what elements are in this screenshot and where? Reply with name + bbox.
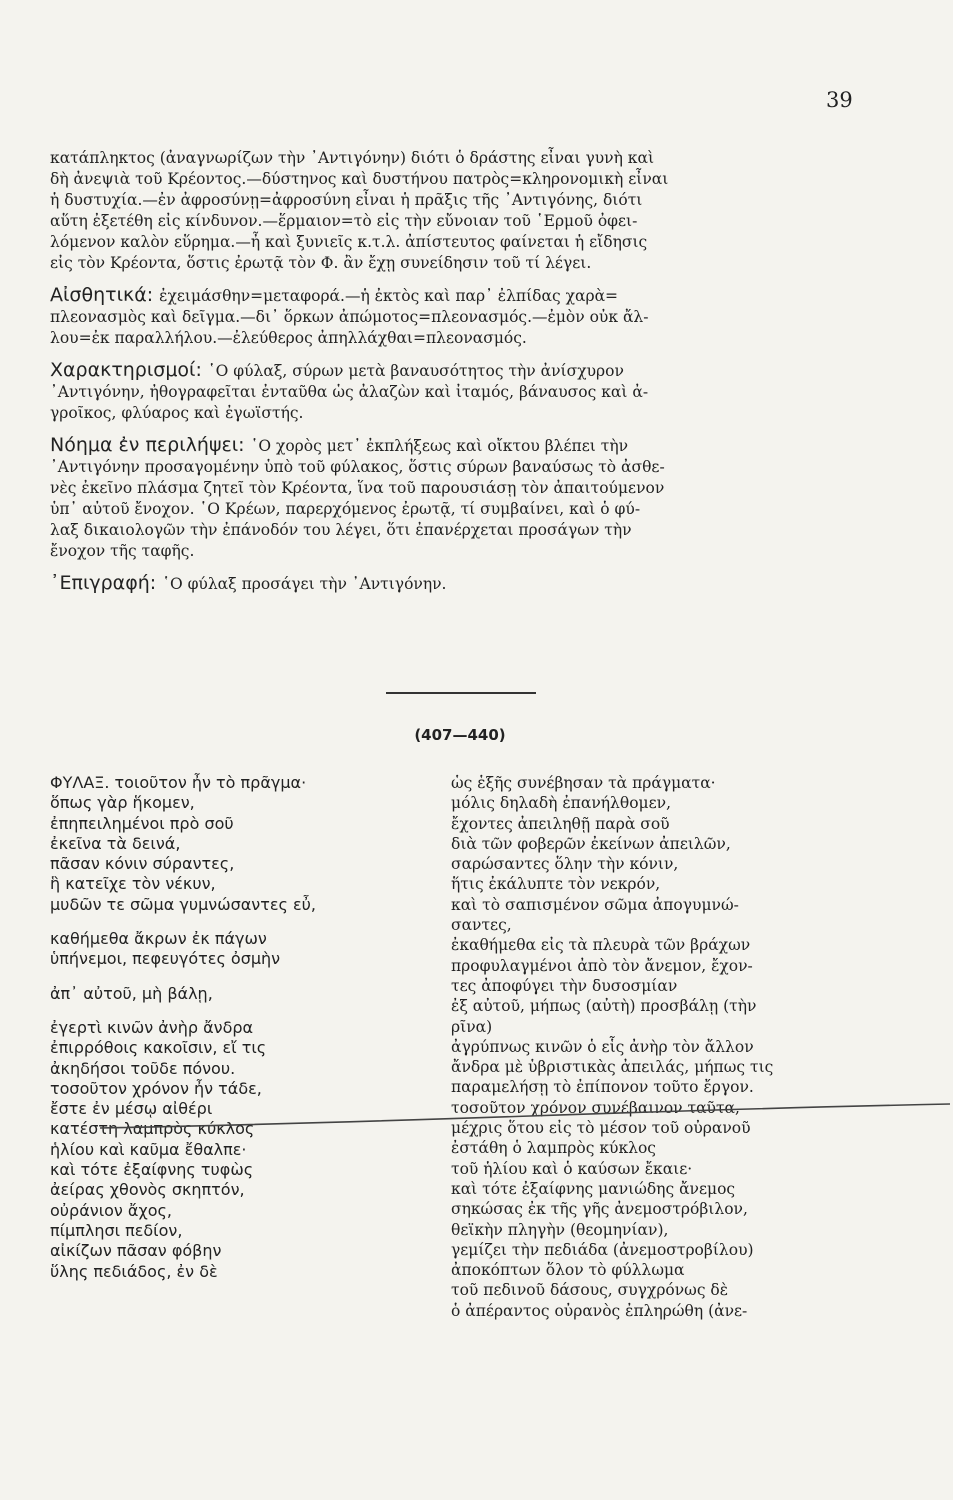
greek-verse-line: καθήμεθα ἄκρων ἐκ πάγων	[50, 929, 267, 949]
translation-line: καὶ τότε ἐξαίφνης μανιώδης ἄνεμος	[451, 1179, 736, 1198]
text-line: ᾿Αντιγόνην, ἠθογραφεῖται ἐνταῦθα ὡς ἀλαζὼν καὶ ἰταμός, βάναυσος καὶ ἀ-	[50, 383, 649, 401]
text-line: πλεονασμὸς καὶ δεῖγμα.—δι᾿ ὅρκων ἀπώμοτος=πλεονασμός.—ἐμὸν οὐκ ἄλ-	[50, 308, 649, 326]
translation-line: ἔχοντες ἀπειληθῇ παρὰ σοῦ	[451, 814, 670, 833]
translation-line: ὁ ἀπέραντος οὐρανὸς ἐπληρώθη (ἀνε-	[451, 1301, 748, 1320]
greek-verse-line: ἔστε ἐν μέσῳ αἰθέρι	[50, 1099, 213, 1119]
greek-verse-line: μυδῶν τε σῶμα γυμνώσαντες εὖ,	[50, 894, 316, 914]
text-line: αὕτη ἐξετέθη εἰς κίνδυνον.—ἕρμαιον=τὸ εἰς τὴν εὔνοιαν τοῦ ῾Ερμοῦ ὀφει-	[50, 212, 638, 230]
translation-line: ἐξ αὐτοῦ, μήπως (αὐτὴ) προσβάλῃ (τὴν	[451, 997, 757, 1016]
greek-verse-line: οὐράνιον ἄχος,	[50, 1200, 172, 1220]
translation-line: καὶ τὸ σαπισμένον σῶμα ἀπογυμνώ-	[451, 895, 739, 914]
greek-verse-line: ἐκεῖνα τὰ δεινά,	[50, 833, 181, 853]
translation-line: τοσοῦτον χρόνον συνέβαινον ταῦτα,	[451, 1098, 740, 1117]
text-line: ὑπ᾿ αὐτοῦ ἔνοχον. ῾Ο Κρέων, παρερχόμενος ἐρωτᾷ, τί συμβαίνει, καὶ ὁ φύ-	[50, 500, 641, 518]
text-line: λόμενον καλὸν εὕρημα.—ἦ καὶ ξυνιεῖς κ.τ.λ. ἀπίστευτος φαίνεται ἡ εἴδησις	[50, 233, 648, 251]
translation-line: ἐστάθη ὁ λαμπρὸς κύκλος	[451, 1139, 656, 1158]
text-line: νὲς ἐκεῖνο πλάσμα ζητεῖ τὸν Κρέοντα, ἵνα τοῦ παρουσιάσῃ τὸν ἀπαιτούμενον	[50, 479, 665, 497]
greek-verse-line	[50, 970, 440, 984]
greek-verse-line	[50, 1004, 440, 1018]
greek-verse-line: ὕλης πεδιάδος, ἐν δὲ	[50, 1261, 218, 1281]
text-line: λου=ἐκ παραλλήλου.—ἐλεύθερος ἀπηλλάχθαι=πλεονασμός.	[50, 329, 527, 347]
title-heading: ᾿Επιγραφή:	[50, 572, 157, 594]
translation-line: ἐκαθήμεθα εἰς τὰ πλευρὰ τῶν βράχων	[451, 936, 751, 955]
translation-line: τοῦ ἡλίου καὶ ὁ καύσων ἔκαιε·	[451, 1159, 693, 1178]
translation-line: μόλις δηλαδὴ ἐπανήλθομεν,	[451, 794, 671, 813]
verse-range: (407—440)	[414, 726, 506, 744]
greek-verse-line: ἐπηπειλημένοι πρὸ σοῦ	[50, 813, 234, 833]
translation-line: ὡς ἑξῆς συνέβησαν τὰ πράγματα·	[451, 774, 716, 792]
text-line: ῾Ο φύλαξ, σύρων μετὰ βαναυσότητος τὴν ἀνίσχυρον	[207, 362, 624, 380]
commentary-notes	[50, 148, 880, 606]
translation-line: σαρώσαντες ὅλην τὴν κόνιν,	[451, 855, 679, 874]
translation-line: μέχρις ὅτου εἰς τὸ μέσον τοῦ οὐρανοῦ	[451, 1119, 751, 1138]
translation-line: τοῦ πεδινοῦ δάσους, συγχρόνως δὲ	[451, 1281, 729, 1300]
greek-verse-line: ἡλίου καὶ καῦμα ἔθαλπε·	[50, 1139, 247, 1159]
summary-heading: Νόημα ἐν περιλήψει:	[50, 434, 245, 456]
character-heading: Χαρακτηρισμοί:	[50, 359, 202, 381]
translation-line: ρῖνα)	[451, 1017, 493, 1036]
greek-verse-line: αἰκίζων πᾶσαν φόβην	[50, 1241, 222, 1261]
text-line: ἐχειμάσθην=μεταφορά.—ἡ ἐκτὸς καὶ παρ᾿ ἐλπίδας χαρὰ=	[159, 287, 619, 305]
translation-column	[451, 773, 891, 1321]
title-text: ῾Ο φύλαξ προσάγει τὴν ᾿Αντιγόνην.	[162, 575, 447, 593]
translation-line: ἀγρύπνως κινῶν ὁ εἷς ἀνὴρ τὸν ἄλλον	[451, 1037, 754, 1056]
translation-line: ἥτις ἐκάλυπτε τὸν νεκρόν,	[451, 875, 661, 894]
greek-verse-line: τοσοῦτον χρόνον ἦν τάδε,	[50, 1078, 262, 1098]
greek-text-column	[50, 773, 440, 1282]
translation-line: διὰ τῶν φοβερῶν ἐκείνων ἀπειλῶν,	[451, 834, 731, 853]
aesthetic-heading: Αἰσθητικά:	[50, 284, 154, 306]
text-line: ῾Ο χορὸς μετ᾿ ἐκπλήξεως καὶ οἴκτου βλέπει τὴν	[250, 437, 629, 455]
greek-verse-line: ἣ κατεῖχε τὸν νέκυν,	[50, 874, 216, 894]
greek-verse-line: ἀπ᾿ αὐτοῦ, μὴ βάλῃ,	[50, 983, 213, 1003]
greek-verse-line: ἐγερτὶ κινῶν ἀνὴρ ἄνδρα	[50, 1017, 254, 1037]
greek-verse-line: ὅπως γὰρ ἥκομεν,	[50, 793, 195, 813]
page-fold-mark	[100, 1100, 950, 1140]
title-paragraph	[50, 573, 880, 595]
text-line: ἔνοχον τῆς ταφῆς.	[50, 542, 195, 560]
character-paragraph	[50, 360, 880, 424]
aesthetic-paragraph	[50, 285, 880, 349]
greek-verse-line: ἀείρας χθονὸς σκηπτόν,	[50, 1180, 245, 1200]
greek-verse-line: πᾶσαν κόνιν σύραντες,	[50, 854, 235, 874]
greek-verse-line: ὑπήνεμοι, πεφευγότες ὀσμὴν	[50, 949, 281, 969]
text-line: δὴ ἀνεψιὰ τοῦ Κρέοντος.—δύστηνος καὶ δυστήνου πατρὸς=κληρονομικὴ εἶναι	[50, 170, 669, 188]
greek-verse-line: ἐπιρρόθοις κακοῖσιν, εἴ τις	[50, 1038, 267, 1058]
intro-paragraph	[50, 148, 880, 274]
greek-verse-line: κατέστη λαμπρὸς κύκλος	[50, 1119, 255, 1139]
text-line: εἰς τὸν Κρέοντα, ὅστις ἐρωτᾷ τὸν Φ. ἂν ἔχῃ συνείδησιν τοῦ τί λέγει.	[50, 254, 592, 272]
text-line: ᾿Αντιγόνην προσαγομένην ὑπὸ τοῦ φύλακος, ὅστις σύρων βαναύσως τὸ ἀσθε-	[50, 458, 665, 476]
translation-line: τες ἀποφύγει τὴν δυσοσμίαν	[451, 976, 678, 995]
translation-line: γεμίζει τὴν πεδιάδα (ἀνεμοστροβίλου)	[451, 1240, 754, 1259]
greek-verse-line	[50, 915, 440, 929]
text-line: κατάπληκτος (ἀναγνωρίζων τὴν ᾿Αντιγόνην) διότι ὁ δράστης εἶναι γυνὴ καὶ	[50, 149, 655, 167]
translation-line: παραμελήσῃ τὸ ἐπίπονον τοῦτο ἔργον.	[451, 1078, 754, 1097]
greek-verse-line: καὶ τότε ἐξαίφνης τυφὼς	[50, 1160, 254, 1180]
text-line: λαξ δικαιολογῶν τὴν ἐπάνοδόν του λέγει, ὅτι ἐπανέρχεται προσάγων τὴν	[50, 521, 632, 539]
text-line: γροῖκος, φλύαρος καὶ ἐγωϊστής.	[50, 404, 304, 422]
translation-line: προφυλαγμένοι ἀπὸ τὸν ἄνεμον, ἔχον-	[451, 956, 753, 975]
page-number: 39	[826, 88, 853, 112]
translation-line: ἀποκόπτων ὅλον τὸ φύλλωμα	[451, 1261, 685, 1280]
translation-line: θεϊκὴν πληγὴν (θεομηνίαν),	[451, 1220, 669, 1239]
text-line: ἡ δυστυχία.—ἐν ἀφροσύνῃ=ἀφροσύνη εἶναι ἡ πρᾶξις τῆς ᾿Αντιγόνης, διότι	[50, 191, 643, 209]
section-divider	[386, 692, 536, 694]
greek-verse-line: πίμπλησι πεδίον,	[50, 1220, 183, 1240]
greek-verse-line: ΦΥΛΑΞ. τοιοῦτον ἦν τὸ πρᾶγμα·	[50, 773, 307, 792]
translation-line: σαντες,	[451, 916, 512, 935]
greek-verse-line: ἀκηδήσοι τοῦδε πόνου.	[50, 1058, 236, 1078]
translation-line: ἄνδρα μὲ ὑβριστικὰς ἀπειλάς, μήπως τις	[451, 1058, 774, 1077]
translation-line: σηκώσας ἐκ τῆς γῆς ἀνεμοστρόβιλον,	[451, 1200, 748, 1219]
summary-paragraph	[50, 435, 880, 562]
